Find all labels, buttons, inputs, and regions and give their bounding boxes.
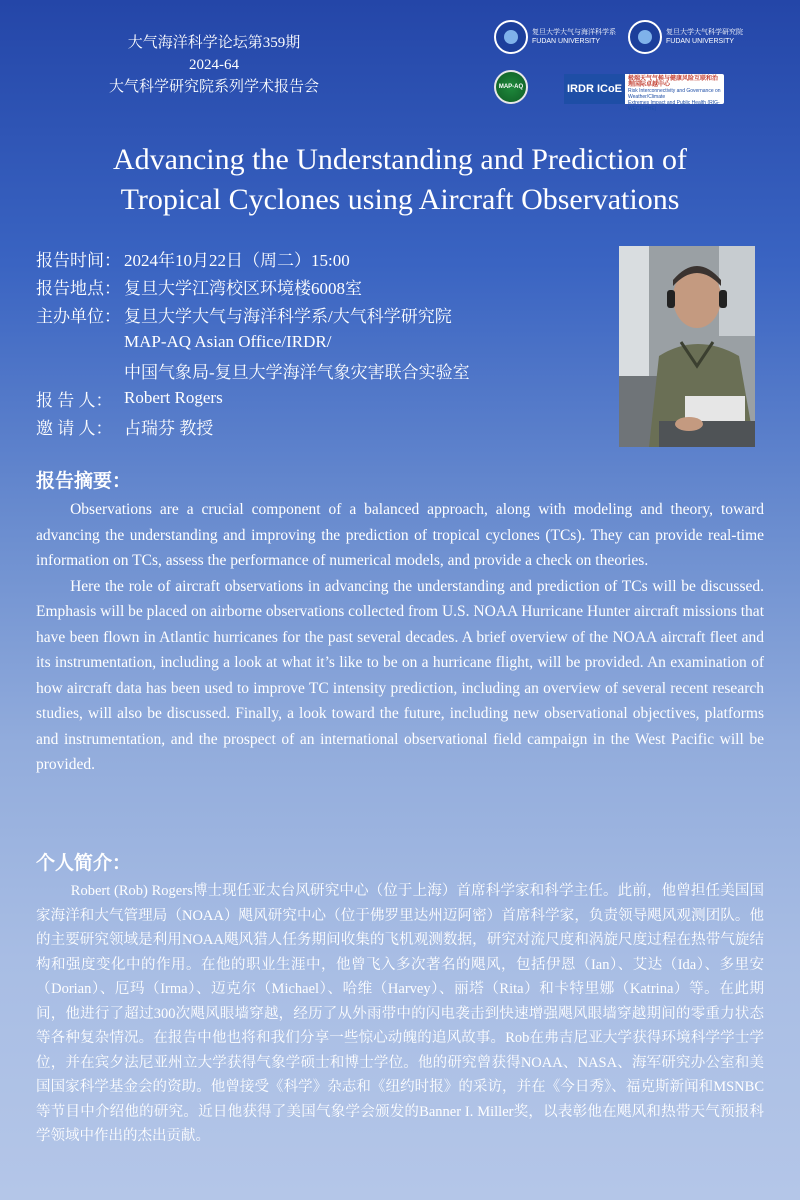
abstract-heading: 报告摘要： bbox=[36, 470, 132, 492]
talk-title-line-2: Tropical Cyclones using Aircraft Observations bbox=[120, 183, 680, 216]
speaker-photo-image bbox=[619, 246, 755, 447]
forum-number: 2024-64 bbox=[189, 57, 239, 73]
bio-body: Robert (Rob) Rogers博士现任亚太台风研究中心（位于上海）首席科学家和科学主任。此前，他曾担任美国国家海洋和大气管理局（NOAA）飓风研究中心（位于佛罗里达州迈阿密）首席科学家，负责领导飓风观测团队。他的主要研究领域是利用NOAA飓风猎人任务期间收集的飞机观测数据，研究对流尺度和涡旋尺度过程在热带气旋结构和强度变化中的作用。在他的职业生涯中，他曾飞入多次著名的飓风，包括伊恩（Ian）、艾达（Ida）、多里安（Dorian）、厄玛（Irma）、迈克尔（Michael）、哈维（Harvey）、丽塔（Rita）和卡特里娜（Katrina）等。在此期间，他进行了超过300次飓风眼墙穿越，经历了从外雨带中的闪电袭击到快速增强飓风眼墙穿越期间的零重力状态等各种复杂情况。在报告中他也将和我们分享一些惊心动魄的追风故事。Rob在弗吉尼亚大学获得环境科学学士学位，并在宾夕法尼亚州立大学获得气象学硕士和博士学位。他的研究曾获得NOAA、NASA、海军研究办公室和美国国家科学基金会的资助。他曾接受《科学》杂志和《纽约时报》的采访，并在《今日秀》、福克斯新闻和MSNBC等节目中介绍他的研究。近日他获得了美国气象学会颁发的Banner I. Miller奖，以表彰他在飓风和热带天气预报科学领域中作出的杰出贡献。 bbox=[36, 883, 764, 1144]
talk-title bbox=[40, 140, 760, 220]
info-place: 报告地点： 复旦大学江湾校区环境楼6008室 bbox=[36, 278, 362, 298]
event-info bbox=[36, 244, 596, 440]
forum-series: 大气科学研究院系列学术报告会 bbox=[108, 79, 319, 95]
info-host-2: MAP-AQ Asian Office/IRDR/ bbox=[124, 332, 332, 351]
info-host-3: 中国气象局-复旦大学海洋气象灾害联合实验室 bbox=[124, 362, 470, 382]
speaker-photo bbox=[619, 246, 755, 447]
abstract-body bbox=[36, 497, 764, 778]
abstract-paragraph-1: Observations are a crucial component of a balanced approach, along with modeling and theory, toward advancing the understanding and improving the prediction of tropical cyclones (TCs). They can provide real-time information on TCs, assess the performance of numerical models, and provide a check on theories. bbox=[36, 501, 764, 569]
fudan-emblem-icon bbox=[628, 20, 662, 54]
forum-header bbox=[64, 32, 364, 98]
abstract-paragraph-2: Here the role of aircraft observations in advancing the understanding and prediction of TCs will be discussed. Emphasis will be placed on airborne observations collected from U.S. NOAA Hurricane Hunter aircraft missions that have been flown in Atlantic hurricanes for the past several decades. A brief overview of the NOAA aircraft fleet and its instrumentation, including a look at what it’s like to be on a hurricane flight, will be provided. An examination of how aircraft data has been used to improve TC intensity prediction, including an overview of several recent research studies, will also be discussed. Finally, a look toward the future, including new observational objectives, platforms and instrumentation, and the prospect of an international observational field campaign in the West Pacific will be provided. bbox=[36, 577, 764, 773]
fudan-inst-logo: 复旦大学大气科学研究院 FUDAN UNIVERSITY bbox=[628, 20, 743, 54]
talk-title-line-1: Advancing the Understanding and Prediction of bbox=[112, 143, 688, 176]
info-time: 报告时间： 2024年10月22日（周二）15:00 bbox=[36, 250, 350, 270]
forum-issue: 大气海洋科学论坛第359期 bbox=[127, 35, 301, 51]
info-speaker: 报 告 人： Robert Rogers bbox=[36, 388, 223, 410]
info-inviter: 邀 请 人： 占瑞芬 教授 bbox=[36, 418, 214, 438]
info-host: 主办单位： 复旦大学大气与海洋科学系/大气科学研究院 bbox=[36, 306, 452, 326]
fudan-emblem-icon bbox=[494, 20, 528, 54]
irdr-logo: IRDR ICoE 极端天气气候与健康风险互联和治理国际卓越中心 Risk Interconnectivity and Governance on Weather/Climate Extremes Impact and Public Health (RIG-WECEIPHE) bbox=[564, 74, 724, 104]
bio-heading: 个人简介： bbox=[36, 852, 132, 874]
mapaq-globe-icon: MAP-AQ bbox=[494, 70, 528, 104]
mapaq-logo bbox=[494, 70, 528, 104]
fudan-dept-logo: 复旦大学大气与海洋科学系 FUDAN UNIVERSITY bbox=[494, 20, 616, 54]
logo-area bbox=[488, 18, 788, 110]
